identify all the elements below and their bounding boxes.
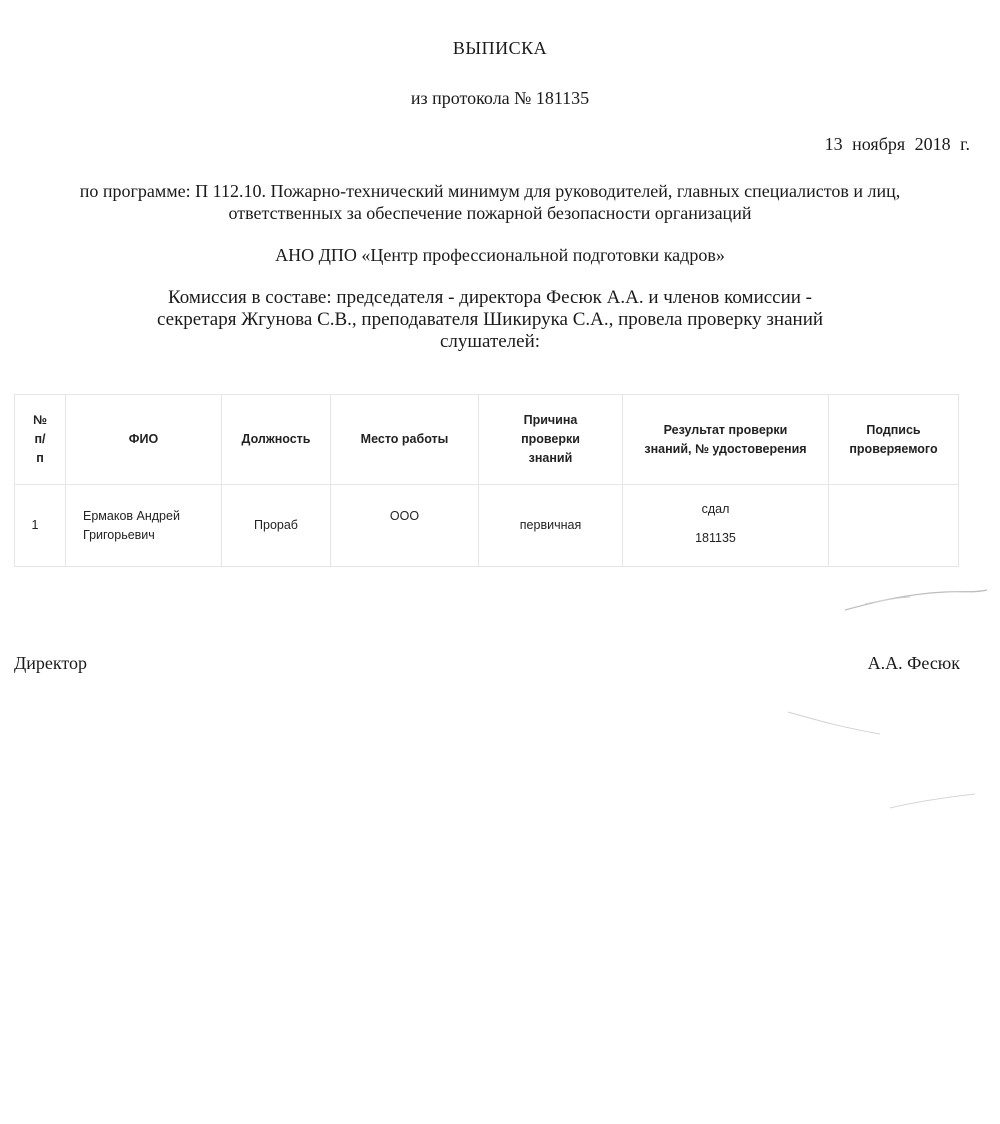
header-position	[222, 395, 330, 484]
document-date: 13 ноября 2018 г.	[824, 134, 970, 154]
program-line-1: по программе: П 112.10. Пожарно-технический минимум для руководителей, главных специалистов и лиц,	[79, 181, 901, 201]
header-signature-line: проверяемого	[849, 441, 938, 456]
header-fio-label: ФИО	[128, 432, 159, 446]
header-reason-line: проверки	[521, 432, 580, 446]
header-signature	[829, 395, 958, 484]
header-result-line: Результат проверки	[663, 422, 788, 437]
commission-line-2: секретаря Жгунова С.В., преподавателя Шикирука С.А., провела проверку знаний	[156, 309, 824, 330]
header-number-line: №	[33, 413, 47, 427]
row-number: 1	[31, 518, 39, 532]
header-reason-line: Причина	[523, 413, 578, 427]
header-number	[15, 395, 65, 484]
results-table	[14, 394, 959, 567]
document-title: ВЫПИСКА	[452, 38, 548, 58]
table-border-bottom	[14, 566, 959, 567]
header-reason	[479, 395, 622, 484]
header-number-line: п	[36, 451, 44, 465]
header-signature-line: Подпись	[866, 422, 921, 437]
row-workplace: ООО	[389, 509, 420, 523]
header-workplace	[331, 395, 478, 484]
row-fio-line: Ермаков Андрей	[83, 508, 180, 523]
header-reason-line: знаний	[528, 451, 573, 465]
row-result-status: сдал	[701, 502, 730, 516]
header-number-line: п/	[34, 432, 46, 446]
program-description	[10, 180, 970, 224]
row-position: Прораб	[254, 518, 298, 532]
cell-signature	[829, 485, 958, 566]
commission-text	[100, 287, 880, 353]
signature-role: Директор	[14, 653, 88, 673]
signature-scribble	[835, 580, 995, 620]
scan-artifact-mark	[780, 700, 900, 740]
header-position-label: Должность	[241, 432, 311, 446]
cell-fio	[66, 485, 221, 566]
table-border-right	[958, 394, 959, 567]
cell-position	[222, 485, 330, 566]
cell-workplace	[331, 485, 478, 566]
row-reason: первичная	[519, 518, 582, 532]
cell-result	[623, 485, 828, 566]
scan-artifact-mark	[880, 780, 990, 820]
signature-name: А.А. Фесюк	[867, 653, 960, 673]
cell-reason	[479, 485, 622, 566]
commission-line-1: Комиссия в составе: председателя - директора Фесюк А.А. и членов комиссии -	[167, 287, 813, 308]
header-workplace-label: Место работы	[360, 432, 449, 446]
document-subtitle: из протокола № 181135	[410, 88, 590, 108]
organization-name: АНО ДПО «Центр профессиональной подготовки кадров»	[275, 245, 725, 265]
row-fio-line: Григорьевич	[83, 527, 155, 542]
cell-number	[15, 485, 55, 566]
row-certificate-number: 181135	[695, 531, 736, 545]
program-line-2: ответственных за обеспечение пожарной безопасности организаций	[228, 203, 752, 223]
header-result-line: знаний, № удостоверения	[644, 441, 807, 456]
commission-line-3: слушателей:	[439, 331, 541, 352]
header-result	[623, 395, 828, 484]
header-fio	[66, 395, 221, 484]
